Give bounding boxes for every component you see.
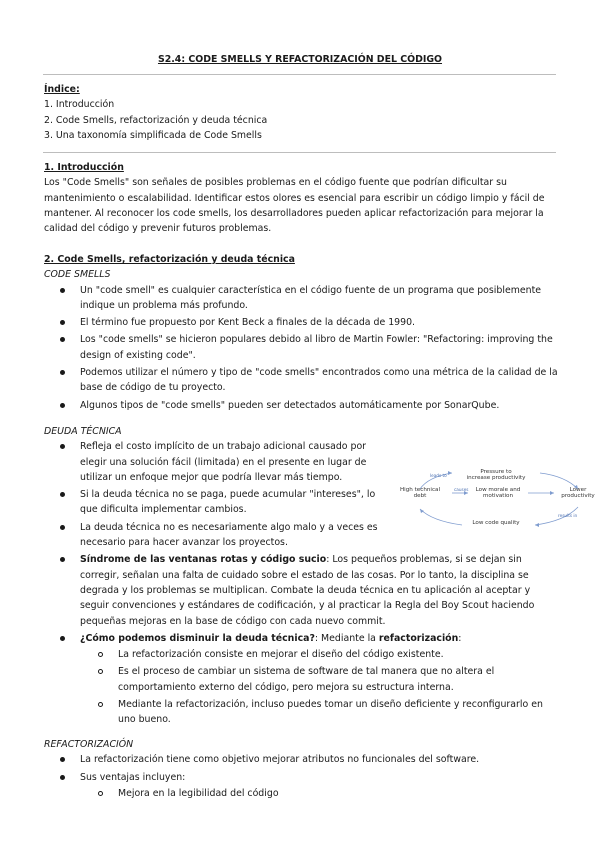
refactor-sublist <box>80 647 558 727</box>
list-item: El término fue propuesto por Kent Beck a finales de la década de 1990. <box>44 315 558 330</box>
section2 <box>44 252 558 415</box>
refactorizacion-subheading: REFACTORIZACIÓN <box>44 739 134 750</box>
diagram-label-results-in: results in <box>558 513 578 518</box>
sublist-item: Es el proceso de cambiar un sistema de software de tal manera que no altera el comportamiento externo del código, pero mejora su estructura interna. <box>80 664 558 695</box>
sublist-item: La refactorización consiste en mejorar el diseño del código existente. <box>80 647 558 662</box>
diagram-node-debt-2: debt <box>413 493 427 499</box>
code-smells-list <box>44 283 558 413</box>
index-item: 1. Introducción <box>44 99 115 111</box>
index-item: 2. Code Smells, refactorización y deuda técnica <box>44 114 268 126</box>
arrow-head <box>535 523 539 527</box>
reduce-debt-mid: : Mediante la <box>314 632 379 644</box>
cycle-arrow <box>420 509 462 525</box>
index-section <box>44 82 558 143</box>
diagram-node-morale: Low morale and <box>475 487 521 493</box>
diagram-node-pressure: Pressure to <box>480 469 512 475</box>
diagram-label-causes: causes <box>454 487 469 492</box>
refactorizacion-list <box>44 752 558 801</box>
sublist-item: Mejora en la legibilidad del código <box>80 786 558 801</box>
list-item <box>44 770 558 802</box>
list-item <box>44 552 558 628</box>
diagram-node-debt: High technical <box>399 487 441 493</box>
reduce-debt-bold: refactorización <box>378 632 459 644</box>
intro-section <box>44 160 558 236</box>
arrow-head <box>448 471 452 475</box>
index-heading: Índice: <box>44 84 80 95</box>
technical-debt-cycle-diagram <box>390 467 600 533</box>
list-item: Refleja el costo implícito de un trabajo adicional causado por elegir una solución fácil (limitada) en el presente en lugar de utilizar un enfoque mejor que podría llevar más tiempo. <box>44 439 382 485</box>
reduce-debt-title: ¿Cómo podemos disminuir la deuda técnica? <box>80 632 315 644</box>
advantages-sublist <box>80 786 558 801</box>
diagram-node-quality: Low code quality <box>472 520 520 526</box>
advantages-label: Sus ventajas incluyen: <box>80 771 186 783</box>
divider <box>43 74 556 75</box>
document-title: S2.4: CODE SMELLS Y REFACTORIZACIÓN DEL CÓDIGO <box>157 54 443 65</box>
diagram-node-productivity: Lower <box>569 487 587 493</box>
diagram-node-pressure-2: increase productivity <box>466 475 526 481</box>
broken-windows-text: : Los pequeños problemas, si se dejan sin corregir, señalan una falta de cuidado sobre el estado de las cosas. Por lo tanto, la disciplina se degrada y los problemas se multiplican. Combate la deuda técnica en tu aplicación al aceptar y seguir convenciones y estándares de codificación, y al practicar la Regla del Boy Scout haciendo pequeñas mejoras en la base de código con cada nuevo commit. <box>80 554 535 627</box>
list-item: Algunos tipos de "code smells" pueden ser detectados automáticamente por SonarQube. <box>44 398 558 413</box>
list-item: Si la deuda técnica no se paga, puede acumular "intereses", lo que dificulta implementar cambios. <box>44 487 382 518</box>
intro-paragraph: Los "Code Smells" son señales de posibles problemas en el código fuente que podrían dificultar su mantenimiento o escalabilidad. Identificar estos olores es esencial para escribir un código limpio y fácil de mantener. Al reconocer los code smells, los desarrolladores pueden aplicar refactorización para mejorar la calidad del código y prevenir futuros problemas. <box>44 177 545 235</box>
list-item: La deuda técnica no es necesariamente algo malo y a veces es necesario para hacer avanzar los proyectos. <box>44 520 382 551</box>
reduce-debt-end: : <box>458 632 462 644</box>
list-item <box>44 631 558 728</box>
diagram-node-morale-2: motivation <box>482 493 514 499</box>
list-item: Los "code smells" se hicieron populares debido al libro de Martin Fowler: "Refactoring: improving the design of existing code". <box>44 332 558 363</box>
code-smells-subheading: CODE SMELLS <box>44 269 111 281</box>
arrow-head <box>550 491 554 495</box>
diagram-node-productivity-2: productivity <box>561 493 595 499</box>
intro-heading: 1. Introducción <box>44 162 124 173</box>
section2-heading: 2. Code Smells, refactorización y deuda técnica <box>44 254 295 265</box>
refactorizacion-section <box>44 737 558 803</box>
diagram-label-leads-to: leads to <box>430 473 447 478</box>
index-item: 3. Una taxonomía simplificada de Code Smells <box>44 129 262 141</box>
deuda-subheading: DEUDA TÉCNICA <box>44 426 122 437</box>
broken-windows-title: Síndrome de las ventanas rotas y código sucio <box>80 554 327 566</box>
divider <box>43 152 556 153</box>
list-item: Podemos utilizar el número y tipo de "code smells" encontrados como una métrica de la calidad de la base de código de tu proyecto. <box>44 365 558 396</box>
list-item: Un "code smell" es cualquier característica en el código fuente de un programa que posiblemente indique un problema más profundo. <box>44 283 558 314</box>
list-item: La refactorización tiene como objetivo mejorar atributos no funcionales del software. <box>44 752 558 767</box>
sublist-item: Mediante la refactorización, incluso puedes tomar un diseño deficiente y reconfigurarlo en uno bueno. <box>80 697 558 728</box>
